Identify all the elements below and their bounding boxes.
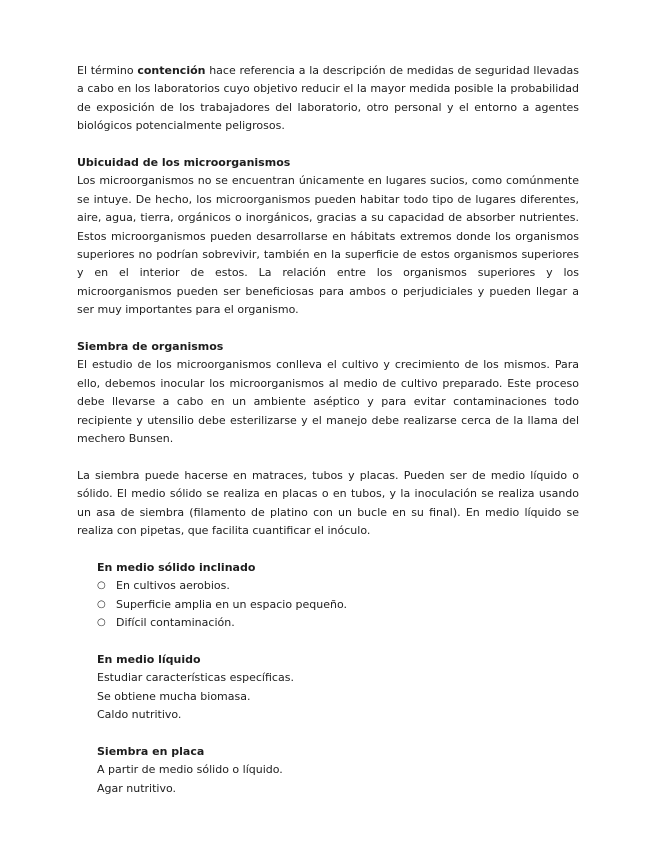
plate-line: A partir de medio sólido o líquido. [97,763,283,777]
solid-medium-list [77,577,579,632]
list-item: ○ Superficie amplia en un espacio pequeño. [97,596,579,614]
circle-bullet-icon: ○ [97,617,106,629]
intro-pre: El término [77,64,138,77]
section-siembra-body-2: La siembra puede hacerse en matraces, tubos y placas. Pueden ser de medio líquido o sólido. El medio sólido se realiza en placas o en tubos, y la inoculación se realiza usando un asa de siembra (filamento de platino con un bucle en su final). En medio líquido se realiza con pipetas, que facilita cuantificar el inóculo. [77,468,579,538]
liquid-line: Estudiar características específicas. [97,671,294,685]
intro-post: hace referencia a la descripción de medidas de seguridad llevadas a cabo en los laboratorios cuyo objetivo reducir el la mayor medida posible la probabilidad de exposición de los trabajadores del laboratorio, otro personal y el entorno a agentes biológicos potencialmente peligrosos. [77,64,580,133]
circle-bullet-icon: ○ [97,598,106,610]
intro-paragraph [77,62,579,136]
solid-medium-title: En medio sólido inclinado [97,560,256,574]
liquid-line: Caldo nutritivo. [97,708,182,722]
intro-term: contención [137,64,206,77]
section-siembra-title: Siembra de organismos [77,340,224,354]
liquid-medium-title: En medio líquido [97,652,201,666]
section-ubicuidad-title: Ubicuidad de los microorganismos [77,156,291,170]
plate-line: Agar nutritivo. [97,781,177,795]
plate-title: Siembra en placa [97,744,205,758]
section-siembra-body-1: El estudio de los microorganismos conlleva el cultivo y crecimiento de los mismos. Para ello, debemos inocular los microorganismos al medio de cultivo preparado. Este proceso debe llevarse a cabo en un ambiente aséptico y para evitar contaminaciones todo recipiente y utensilio debe esterilizarse y el manejo debe realizarse cerca de la llama del mechero Bunsen. [77,358,579,446]
circle-bullet-icon: ○ [97,580,106,592]
list-item: ○ En cultivos aerobios. [97,577,579,595]
liquid-line: Se obtiene mucha biomasa. [97,689,251,703]
list-item: ○ Difícil contaminación. [97,614,579,632]
section-ubicuidad-body: Los microorganismos no se encuentran únicamente en lugares sucios, como comúnmente se intuye. De hecho, los microorganismos pueden habitar todo tipo de lugares diferentes, aire, agua, tierra, orgánicos o inorgánicos, gracias a su capacidad de absorber nutrientes. Estos microorganismos pueden desarrollarse en hábitats extremos donde los organismos superiores no podrían sobrevivir, también en la superficie de estos organismos superiores y en el interior de estos. La relación entre los organismos superiores y los microorganismos pueden ser beneficiosas para ambos o perjudiciales y pueden llegar a ser muy importantes para el organismo. [77,174,579,317]
